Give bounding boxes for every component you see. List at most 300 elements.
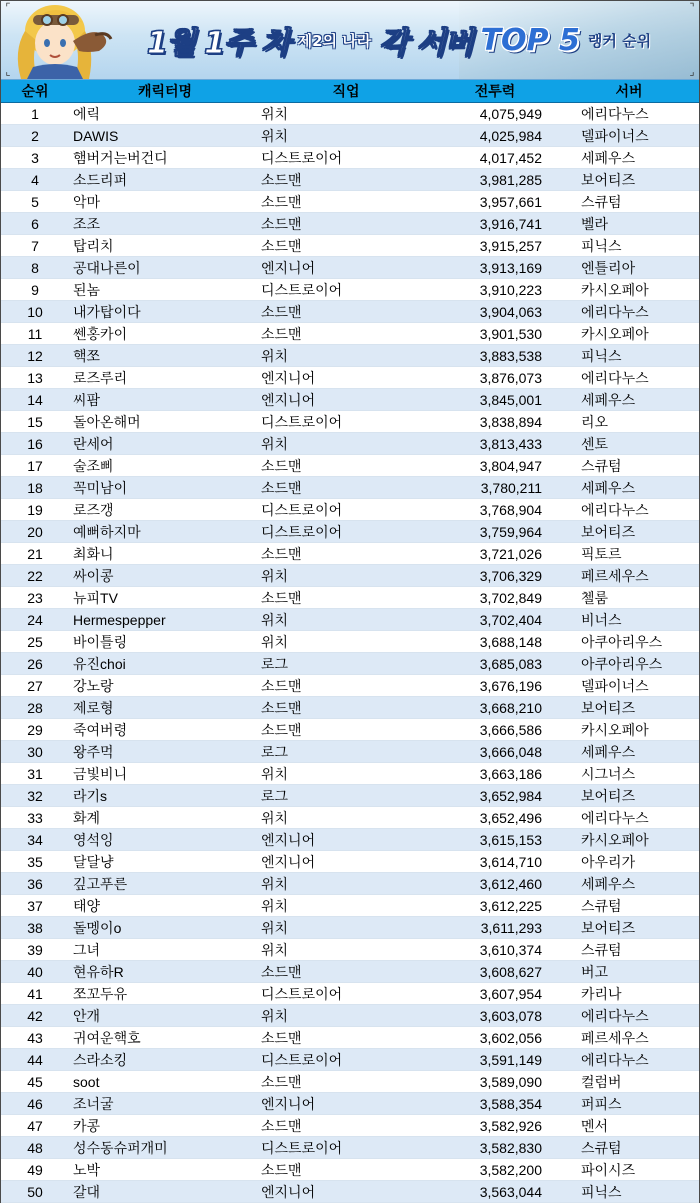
character-name-cell: DAWIS xyxy=(69,125,261,147)
table-row xyxy=(1,719,699,741)
power-cell: 3,663,186 xyxy=(431,763,559,785)
job-cell: 엔지니어 xyxy=(261,367,431,389)
character-name-cell: 귀여운핵호 xyxy=(69,1027,261,1049)
rank-cell: 25 xyxy=(1,631,69,653)
table-row xyxy=(1,763,699,785)
table-row xyxy=(1,653,699,675)
character-name-cell: 깊고푸른 xyxy=(69,873,261,895)
table-row xyxy=(1,389,699,411)
job-cell: 위치 xyxy=(261,873,431,895)
rank-cell: 34 xyxy=(1,829,69,851)
corner-mark-icon: ⌜ xyxy=(5,1,11,14)
job-cell: 위치 xyxy=(261,807,431,829)
power-cell: 3,614,710 xyxy=(431,851,559,873)
character-name-cell: 라기s xyxy=(69,785,261,807)
character-name-cell: 성수동슈퍼개미 xyxy=(69,1137,261,1159)
server-cell: 에리다누스 xyxy=(559,499,699,521)
table-row xyxy=(1,279,699,301)
job-cell: 위치 xyxy=(261,1005,431,1027)
character-name-cell: 노박 xyxy=(69,1159,261,1181)
ranking-table xyxy=(1,80,699,1203)
rank-cell: 47 xyxy=(1,1115,69,1137)
table-row xyxy=(1,873,699,895)
rank-cell: 13 xyxy=(1,367,69,389)
character-name-cell: 카콩 xyxy=(69,1115,261,1137)
rank-cell: 15 xyxy=(1,411,69,433)
power-cell: 3,910,223 xyxy=(431,279,559,301)
title-banner xyxy=(1,1,699,80)
rank-cell: 5 xyxy=(1,191,69,213)
banner-title-week: 1월 1주 차 xyxy=(147,26,290,61)
power-cell: 3,845,001 xyxy=(431,389,559,411)
job-cell: 디스트로이어 xyxy=(261,499,431,521)
rank-cell: 20 xyxy=(1,521,69,543)
banner-title-rank: 랭커 순위 xyxy=(587,31,652,50)
power-cell: 3,615,153 xyxy=(431,829,559,851)
rank-cell: 3 xyxy=(1,147,69,169)
rank-cell: 24 xyxy=(1,609,69,631)
rank-cell: 39 xyxy=(1,939,69,961)
server-cell: 파이시즈 xyxy=(559,1159,699,1181)
job-cell: 소드맨 xyxy=(261,301,431,323)
character-name-cell: 돌멩이o xyxy=(69,917,261,939)
server-cell: 에리다누스 xyxy=(559,367,699,389)
power-cell: 3,883,538 xyxy=(431,345,559,367)
table-row xyxy=(1,103,699,125)
table-row xyxy=(1,543,699,565)
job-cell: 엔지니어 xyxy=(261,389,431,411)
power-cell: 3,685,083 xyxy=(431,653,559,675)
rank-cell: 27 xyxy=(1,675,69,697)
rank-cell: 46 xyxy=(1,1093,69,1115)
server-cell: 보어티즈 xyxy=(559,521,699,543)
rank-cell: 35 xyxy=(1,851,69,873)
rank-cell: 9 xyxy=(1,279,69,301)
server-cell: 델파이너스 xyxy=(559,125,699,147)
server-cell: 카시오페아 xyxy=(559,829,699,851)
rank-cell: 30 xyxy=(1,741,69,763)
rank-cell: 8 xyxy=(1,257,69,279)
power-cell: 3,612,460 xyxy=(431,873,559,895)
table-row xyxy=(1,895,699,917)
table-row xyxy=(1,433,699,455)
power-cell: 3,582,926 xyxy=(431,1115,559,1137)
rank-cell: 29 xyxy=(1,719,69,741)
table-row xyxy=(1,939,699,961)
job-cell: 디스트로이어 xyxy=(261,411,431,433)
character-name-cell: 스라소킹 xyxy=(69,1049,261,1071)
character-name-cell: 내가탑이다 xyxy=(69,301,261,323)
table-row xyxy=(1,917,699,939)
character-name-cell: 씨팜 xyxy=(69,389,261,411)
table-row xyxy=(1,741,699,763)
table-row xyxy=(1,169,699,191)
server-cell: 에리다누스 xyxy=(559,1005,699,1027)
server-cell: 버고 xyxy=(559,961,699,983)
job-cell: 디스트로이어 xyxy=(261,1049,431,1071)
server-cell: 페르세우스 xyxy=(559,565,699,587)
power-cell: 3,901,530 xyxy=(431,323,559,345)
character-name-cell: 로즈루리 xyxy=(69,367,261,389)
server-cell: 카리나 xyxy=(559,983,699,1005)
character-name-cell: 바이틀링 xyxy=(69,631,261,653)
rank-cell: 14 xyxy=(1,389,69,411)
character-name-cell: 탑리치 xyxy=(69,235,261,257)
character-name-cell: 현유하R xyxy=(69,961,261,983)
rank-cell: 31 xyxy=(1,763,69,785)
job-cell: 위치 xyxy=(261,103,431,125)
power-cell: 3,607,954 xyxy=(431,983,559,1005)
server-cell: 보어티즈 xyxy=(559,169,699,191)
rank-cell: 21 xyxy=(1,543,69,565)
server-cell: 비너스 xyxy=(559,609,699,631)
power-cell: 3,611,293 xyxy=(431,917,559,939)
character-name-cell: 왕주먹 xyxy=(69,741,261,763)
server-cell: 컬럼버 xyxy=(559,1071,699,1093)
power-cell: 3,813,433 xyxy=(431,433,559,455)
character-name-cell: 최화니 xyxy=(69,543,261,565)
power-cell: 4,017,452 xyxy=(431,147,559,169)
table-row xyxy=(1,983,699,1005)
job-cell: 엔지니어 xyxy=(261,851,431,873)
table-row xyxy=(1,1159,699,1181)
rank-cell: 19 xyxy=(1,499,69,521)
job-cell: 소드맨 xyxy=(261,1159,431,1181)
rank-cell: 36 xyxy=(1,873,69,895)
table-row xyxy=(1,785,699,807)
table-row xyxy=(1,587,699,609)
server-cell: 에리다누스 xyxy=(559,807,699,829)
rank-cell: 50 xyxy=(1,1181,69,1203)
power-cell: 3,759,964 xyxy=(431,521,559,543)
power-cell: 3,666,586 xyxy=(431,719,559,741)
table-row xyxy=(1,345,699,367)
character-name-cell: 예뻐하지마 xyxy=(69,521,261,543)
job-cell: 위치 xyxy=(261,345,431,367)
job-cell: 소드맨 xyxy=(261,191,431,213)
power-cell: 3,582,830 xyxy=(431,1137,559,1159)
job-cell: 위치 xyxy=(261,763,431,785)
character-name-cell: 그녀 xyxy=(69,939,261,961)
rank-cell: 28 xyxy=(1,697,69,719)
character-name-cell: 금빛비니 xyxy=(69,763,261,785)
server-cell: 카시오페아 xyxy=(559,279,699,301)
power-cell: 3,652,496 xyxy=(431,807,559,829)
header-rank: 순위 xyxy=(1,80,69,103)
character-name-cell: 꼭미남이 xyxy=(69,477,261,499)
power-cell: 3,702,849 xyxy=(431,587,559,609)
power-cell: 3,608,627 xyxy=(431,961,559,983)
banner-title-server: 각 서버 xyxy=(379,26,473,61)
job-cell: 위치 xyxy=(261,631,431,653)
server-cell: 엔틀리아 xyxy=(559,257,699,279)
job-cell: 소드맨 xyxy=(261,961,431,983)
job-cell: 위치 xyxy=(261,433,431,455)
job-cell: 위치 xyxy=(261,565,431,587)
rank-cell: 33 xyxy=(1,807,69,829)
character-name-cell: 달달냥 xyxy=(69,851,261,873)
table-row xyxy=(1,477,699,499)
table-row xyxy=(1,235,699,257)
table-row xyxy=(1,675,699,697)
rank-cell: 41 xyxy=(1,983,69,1005)
power-cell: 3,915,257 xyxy=(431,235,559,257)
job-cell: 소드맨 xyxy=(261,1071,431,1093)
job-cell: 디스트로이어 xyxy=(261,279,431,301)
character-name-cell: 태양 xyxy=(69,895,261,917)
power-cell: 3,668,210 xyxy=(431,697,559,719)
table-row xyxy=(1,565,699,587)
rank-cell: 38 xyxy=(1,917,69,939)
rank-cell: 1 xyxy=(1,103,69,125)
corner-mark-icon: ⌝ xyxy=(689,1,695,14)
table-row xyxy=(1,521,699,543)
power-cell: 3,603,078 xyxy=(431,1005,559,1027)
power-cell: 3,913,169 xyxy=(431,257,559,279)
power-cell: 3,612,225 xyxy=(431,895,559,917)
server-cell: 보어티즈 xyxy=(559,785,699,807)
server-cell: 센토 xyxy=(559,433,699,455)
character-name-cell: 쎈홍카이 xyxy=(69,323,261,345)
job-cell: 위치 xyxy=(261,125,431,147)
corner-mark-icon: ⌞ xyxy=(5,65,11,78)
character-name-cell: 란세어 xyxy=(69,433,261,455)
server-cell: 아우리가 xyxy=(559,851,699,873)
character-name-cell: 핵쪼 xyxy=(69,345,261,367)
job-cell: 소드맨 xyxy=(261,213,431,235)
power-cell: 3,768,904 xyxy=(431,499,559,521)
job-cell: 소드맨 xyxy=(261,323,431,345)
character-name-cell: 죽여버령 xyxy=(69,719,261,741)
rank-cell: 18 xyxy=(1,477,69,499)
character-name-cell: 뉴피TV xyxy=(69,587,261,609)
corner-mark-icon: ⌟ xyxy=(689,65,695,78)
power-cell: 3,591,149 xyxy=(431,1049,559,1071)
server-cell: 시그너스 xyxy=(559,763,699,785)
server-cell: 세페우스 xyxy=(559,147,699,169)
rank-cell: 48 xyxy=(1,1137,69,1159)
rank-cell: 10 xyxy=(1,301,69,323)
server-cell: 픽토르 xyxy=(559,543,699,565)
character-name-cell: 안개 xyxy=(69,1005,261,1027)
rank-cell: 16 xyxy=(1,433,69,455)
server-cell: 멘서 xyxy=(559,1115,699,1137)
server-cell: 첼룸 xyxy=(559,587,699,609)
table-header-row xyxy=(1,80,699,103)
server-cell: 세페우스 xyxy=(559,389,699,411)
job-cell: 소드맨 xyxy=(261,697,431,719)
character-name-cell: 조조 xyxy=(69,213,261,235)
character-name-cell: 싸이콩 xyxy=(69,565,261,587)
job-cell: 로그 xyxy=(261,653,431,675)
character-illustration-icon xyxy=(3,1,131,79)
job-cell: 소드맨 xyxy=(261,1027,431,1049)
rank-cell: 37 xyxy=(1,895,69,917)
table-row xyxy=(1,807,699,829)
banner-title-game: 제2의 나라 xyxy=(297,31,372,50)
character-name-cell: 돌아온해머 xyxy=(69,411,261,433)
power-cell: 3,652,984 xyxy=(431,785,559,807)
character-name-cell: 로즈갱 xyxy=(69,499,261,521)
character-name-cell: Hermespepper xyxy=(69,609,261,631)
job-cell: 엔지니어 xyxy=(261,1181,431,1203)
job-cell: 소드맨 xyxy=(261,543,431,565)
server-cell: 퍼피스 xyxy=(559,1093,699,1115)
server-cell: 스큐텀 xyxy=(559,1137,699,1159)
job-cell: 소드맨 xyxy=(261,235,431,257)
rank-cell: 43 xyxy=(1,1027,69,1049)
server-cell: 페르세우스 xyxy=(559,1027,699,1049)
job-cell: 디스트로이어 xyxy=(261,521,431,543)
table-row xyxy=(1,829,699,851)
character-name-cell: 제로형 xyxy=(69,697,261,719)
rank-cell: 2 xyxy=(1,125,69,147)
server-cell: 델파이너스 xyxy=(559,675,699,697)
header-job: 직업 xyxy=(261,80,431,103)
table-row xyxy=(1,1027,699,1049)
power-cell: 3,838,894 xyxy=(431,411,559,433)
power-cell: 3,602,056 xyxy=(431,1027,559,1049)
job-cell: 소드맨 xyxy=(261,455,431,477)
power-cell: 3,904,063 xyxy=(431,301,559,323)
power-cell: 3,588,354 xyxy=(431,1093,559,1115)
table-row xyxy=(1,213,699,235)
job-cell: 디스트로이어 xyxy=(261,147,431,169)
rank-cell: 11 xyxy=(1,323,69,345)
table-row xyxy=(1,851,699,873)
character-name-cell: 강노랑 xyxy=(69,675,261,697)
server-cell: 보어티즈 xyxy=(559,697,699,719)
rank-cell: 49 xyxy=(1,1159,69,1181)
table-row xyxy=(1,301,699,323)
power-cell: 3,721,026 xyxy=(431,543,559,565)
server-cell: 스큐텀 xyxy=(559,939,699,961)
server-cell: 에리다누스 xyxy=(559,1049,699,1071)
character-name-cell: 유진choi xyxy=(69,653,261,675)
server-cell: 세페우스 xyxy=(559,741,699,763)
job-cell: 위치 xyxy=(261,895,431,917)
job-cell: 소드맨 xyxy=(261,587,431,609)
job-cell: 소드맨 xyxy=(261,477,431,499)
table-row xyxy=(1,1005,699,1027)
server-cell: 스큐텀 xyxy=(559,455,699,477)
server-cell: 카시오페아 xyxy=(559,719,699,741)
header-server: 서버 xyxy=(559,80,699,103)
job-cell: 위치 xyxy=(261,609,431,631)
character-name-cell: 악마 xyxy=(69,191,261,213)
table-row xyxy=(1,125,699,147)
server-cell: 스큐텀 xyxy=(559,895,699,917)
job-cell: 엔지니어 xyxy=(261,829,431,851)
character-name-cell: 술조삐 xyxy=(69,455,261,477)
server-cell: 벨라 xyxy=(559,213,699,235)
job-cell: 소드맨 xyxy=(261,169,431,191)
character-name-cell: 쪼꼬두유 xyxy=(69,983,261,1005)
table-row xyxy=(1,609,699,631)
table-row xyxy=(1,1181,699,1203)
power-cell: 3,666,048 xyxy=(431,741,559,763)
power-cell: 3,610,374 xyxy=(431,939,559,961)
character-name-cell: 영석잉 xyxy=(69,829,261,851)
power-cell: 3,780,211 xyxy=(431,477,559,499)
character-name-cell: 갈대 xyxy=(69,1181,261,1203)
rank-cell: 17 xyxy=(1,455,69,477)
power-cell: 4,075,949 xyxy=(431,103,559,125)
power-cell: 3,676,196 xyxy=(431,675,559,697)
rank-cell: 45 xyxy=(1,1071,69,1093)
power-cell: 3,688,148 xyxy=(431,631,559,653)
job-cell: 소드맨 xyxy=(261,675,431,697)
table-row xyxy=(1,257,699,279)
job-cell: 소드맨 xyxy=(261,719,431,741)
server-cell: 세페우스 xyxy=(559,477,699,499)
header-power: 전투력 xyxy=(431,80,559,103)
server-cell: 에리다누스 xyxy=(559,301,699,323)
table-row xyxy=(1,499,699,521)
table-row xyxy=(1,1093,699,1115)
server-cell: 세페우스 xyxy=(559,873,699,895)
job-cell: 위치 xyxy=(261,917,431,939)
table-row xyxy=(1,455,699,477)
rank-cell: 32 xyxy=(1,785,69,807)
table-row xyxy=(1,1137,699,1159)
server-cell: 카시오페아 xyxy=(559,323,699,345)
power-cell: 3,981,285 xyxy=(431,169,559,191)
server-cell: 스큐텀 xyxy=(559,191,699,213)
rank-cell: 4 xyxy=(1,169,69,191)
job-cell: 디스트로이어 xyxy=(261,983,431,1005)
character-name-cell: soot xyxy=(69,1071,261,1093)
table-row xyxy=(1,1071,699,1093)
server-cell: 아쿠아리우스 xyxy=(559,653,699,675)
table-row xyxy=(1,367,699,389)
rank-cell: 6 xyxy=(1,213,69,235)
server-cell: 피닉스 xyxy=(559,235,699,257)
server-cell: 보어티즈 xyxy=(559,917,699,939)
power-cell: 3,589,090 xyxy=(431,1071,559,1093)
header-character-name: 캐릭터명 xyxy=(69,80,261,103)
character-name-cell: 공대나른이 xyxy=(69,257,261,279)
character-name-cell: 된놈 xyxy=(69,279,261,301)
rank-cell: 23 xyxy=(1,587,69,609)
power-cell: 3,582,200 xyxy=(431,1159,559,1181)
power-cell: 3,702,404 xyxy=(431,609,559,631)
power-cell: 3,563,044 xyxy=(431,1181,559,1203)
job-cell: 로그 xyxy=(261,785,431,807)
character-name-cell: 소드리퍼 xyxy=(69,169,261,191)
banner-title-top5: TOP 5 xyxy=(480,22,580,58)
rank-cell: 40 xyxy=(1,961,69,983)
table-row xyxy=(1,191,699,213)
table-row xyxy=(1,323,699,345)
rank-cell: 7 xyxy=(1,235,69,257)
table-row xyxy=(1,1115,699,1137)
character-name-cell: 조너굴 xyxy=(69,1093,261,1115)
server-cell: 피닉스 xyxy=(559,1181,699,1203)
job-cell: 엔지니어 xyxy=(261,257,431,279)
character-name-cell: 햄버거는버건디 xyxy=(69,147,261,169)
job-cell: 소드맨 xyxy=(261,1115,431,1137)
rank-cell: 26 xyxy=(1,653,69,675)
power-cell: 3,916,741 xyxy=(431,213,559,235)
table-row xyxy=(1,631,699,653)
table-row xyxy=(1,147,699,169)
power-cell: 4,025,984 xyxy=(431,125,559,147)
rank-cell: 42 xyxy=(1,1005,69,1027)
job-cell: 로그 xyxy=(261,741,431,763)
server-cell: 피닉스 xyxy=(559,345,699,367)
rank-cell: 12 xyxy=(1,345,69,367)
